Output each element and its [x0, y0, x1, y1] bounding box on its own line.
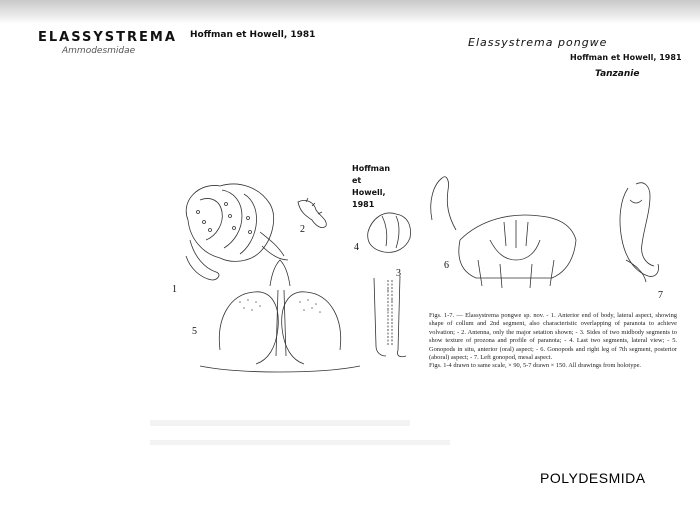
figure-number-5: 5 — [192, 326, 197, 337]
bleed-through-mark — [150, 420, 410, 426]
family-annotation: Ammodesmidae — [62, 46, 136, 56]
figure-number-3: 3 — [396, 268, 401, 279]
figure-4-drawing — [368, 213, 411, 252]
figure-number-2: 2 — [300, 224, 305, 235]
bleed-through-mark — [150, 440, 450, 445]
figure-1-drawing — [186, 184, 288, 280]
authority-left: Hoffman et Howell, 1981 — [190, 30, 316, 40]
caption-note: Figs. 1-4 drawn to same scale, × 90, 5-7 drawn × 150. All drawings from holotype. — [429, 362, 642, 370]
figure-number-7: 7 — [658, 290, 663, 301]
figure-number-4: 4 — [354, 242, 359, 253]
figure-number-1: 1 — [172, 284, 177, 295]
figure-7-drawing — [620, 183, 659, 282]
species-title: Elassystrema pongwe — [468, 36, 608, 49]
locality-label: Tanzanie — [595, 69, 640, 79]
scan-top-band — [0, 0, 700, 24]
plate-authority-annotation: Hoffman et Howell, 1981 — [352, 164, 391, 209]
figure-5-drawing — [200, 260, 360, 372]
figure-6-drawing — [431, 177, 576, 288]
authority-right: Hoffman et Howell, 1981 — [570, 53, 682, 62]
caption-text: Figs. 1-7. — Elassystrema pongwe sp. nov. - 1. Anterior end of body, lateral aspect, showing shape of collum and 2nd segment, also characteristic overlapping of paranota to achieve volvation; - 2. Antenna, only the major setation shown; - 3. Sides of two midbody segments to show texture of prozona and profile of paranota; - 4. Last two segments, lateral view; - 5. Gonopods in situ, anterior (oral) aspect; - 6. Gonopods and right leg of 7th segment, posterior (aboral) aspect; - 7. Left gonopod, mesal aspect. — [429, 312, 677, 362]
figure-caption — [429, 312, 677, 371]
figure-5-stipple — [239, 289, 393, 341]
figure-number-6: 6 — [444, 260, 449, 271]
order-label: POLYDESMIDA — [540, 470, 646, 486]
genus-title: ELASSYSTREMA — [38, 30, 177, 45]
figure-3-drawing — [374, 276, 406, 357]
